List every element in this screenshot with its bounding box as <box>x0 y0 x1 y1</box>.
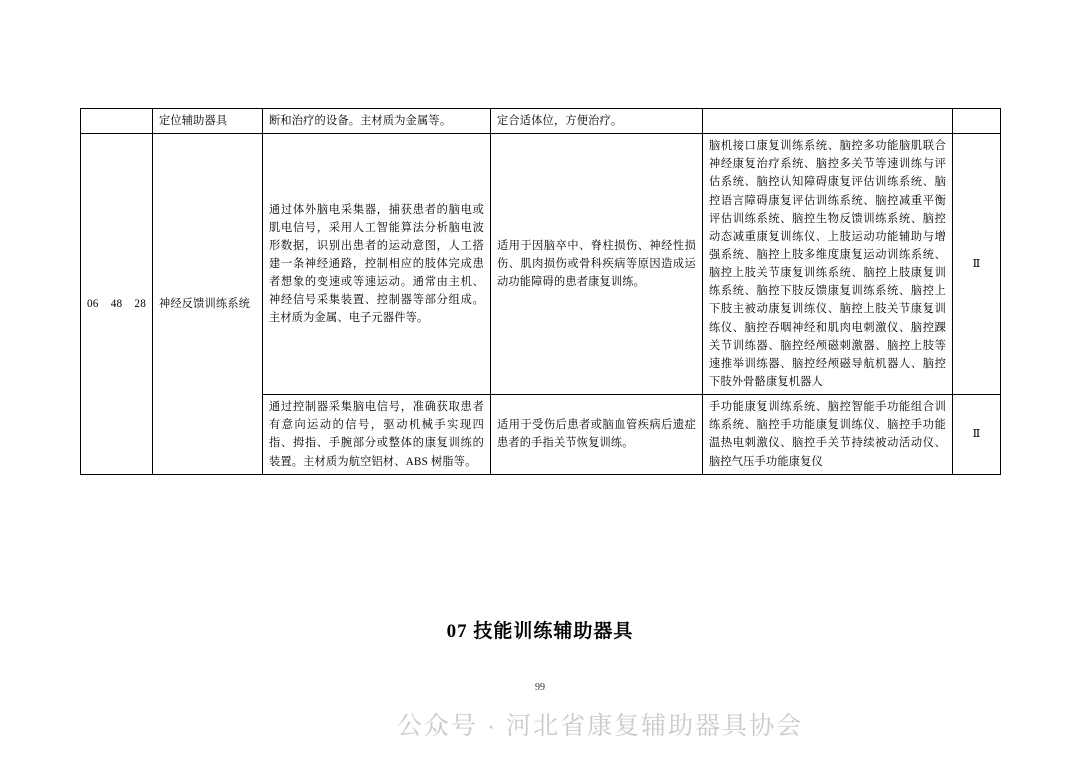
cell-name: 神经反馈训练系统 <box>153 134 263 475</box>
classification-table <box>80 108 1001 475</box>
cell-products: 脑机接口康复训练系统、脑控多功能脑肌联合神经康复治疗系统、脑控多关节等速训练与评估系统、脑控认知障碍康复评估训练系统、脑控语言障碍康复评估训练系统、脑控减重平衡评估训练系统、脑控生物反馈训练系统、脑控动态减重康复训练仪、上肢运动功能辅助与增强系统、脑控上肢多维度康复运动训练系统、脑控上肢关节康复训练系统、脑控上肢康复训练系统、脑控下肢反馈康复训练系统、脑控上下肢主被动康复训练仪、脑控上肢关节康复训练仪、脑控吞咽神经和肌肉电刺激仪、脑控踝关节训练器、脑控经颅磁刺激器、脑控上肢等速推举训练器、脑控经颅磁导航机器人、脑控下肢外骨骼康复机器人 <box>703 134 953 395</box>
watermark-text: 公众号 · 河北省康复辅助器具协会 <box>396 712 804 740</box>
cell-name: 定位辅助器具 <box>153 109 263 134</box>
cell-products <box>703 109 953 134</box>
section-title: 07 技能训练辅助器具 <box>446 621 634 642</box>
page-number: 99 <box>535 682 545 693</box>
cell-products: 手功能康复训练系统、脑控智能手功能组合训练系统、脑控手功能康复训练仪、脑控手功能温热电刺激仪、脑控手关节持续被动活动仪、脑控气压手功能康复仪 <box>703 395 953 475</box>
cell-description: 通过体外脑电采集器，捕获患者的脑电或肌电信号，采用人工智能算法分析脑电波形数据，识别出患者的运动意图，人工搭建一条神经通路，控制相应的肢体完成患者想象的变速或等速运动。通常由主机、神经信号采集装置、控制器等部分组成。主材质为金属、电子元器件等。 <box>263 134 491 395</box>
cell-usage: 定合适体位，方便治疗。 <box>491 109 703 134</box>
watermark <box>0 706 1080 742</box>
cell-level <box>953 109 1001 134</box>
cell-level: Ⅱ <box>953 134 1001 395</box>
cell-description: 断和治疗的设备。主材质为金属等。 <box>263 109 491 134</box>
cell-level: Ⅱ <box>953 395 1001 475</box>
table-row <box>81 109 1001 134</box>
cell-description: 通过控制器采集脑电信号，准确获取患者有意向运动的信号，驱动机械手实现四指、拇指、手腕部分或整体的康复训练的装置。主材质为航空铝材、ABS 树脂等。 <box>263 395 491 475</box>
cell-code: 06 48 28 <box>81 134 153 475</box>
table-row <box>81 134 1001 395</box>
cell-usage: 适用于因脑卒中、脊柱损伤、神经性损伤、肌肉损伤或骨科疾病等原因造成运动功能障碍的患者康复训练。 <box>491 134 703 395</box>
cell-usage: 适用于受伤后患者或脑血管疾病后遗症患者的手指关节恢复训练。 <box>491 395 703 475</box>
cell-code <box>81 109 153 134</box>
